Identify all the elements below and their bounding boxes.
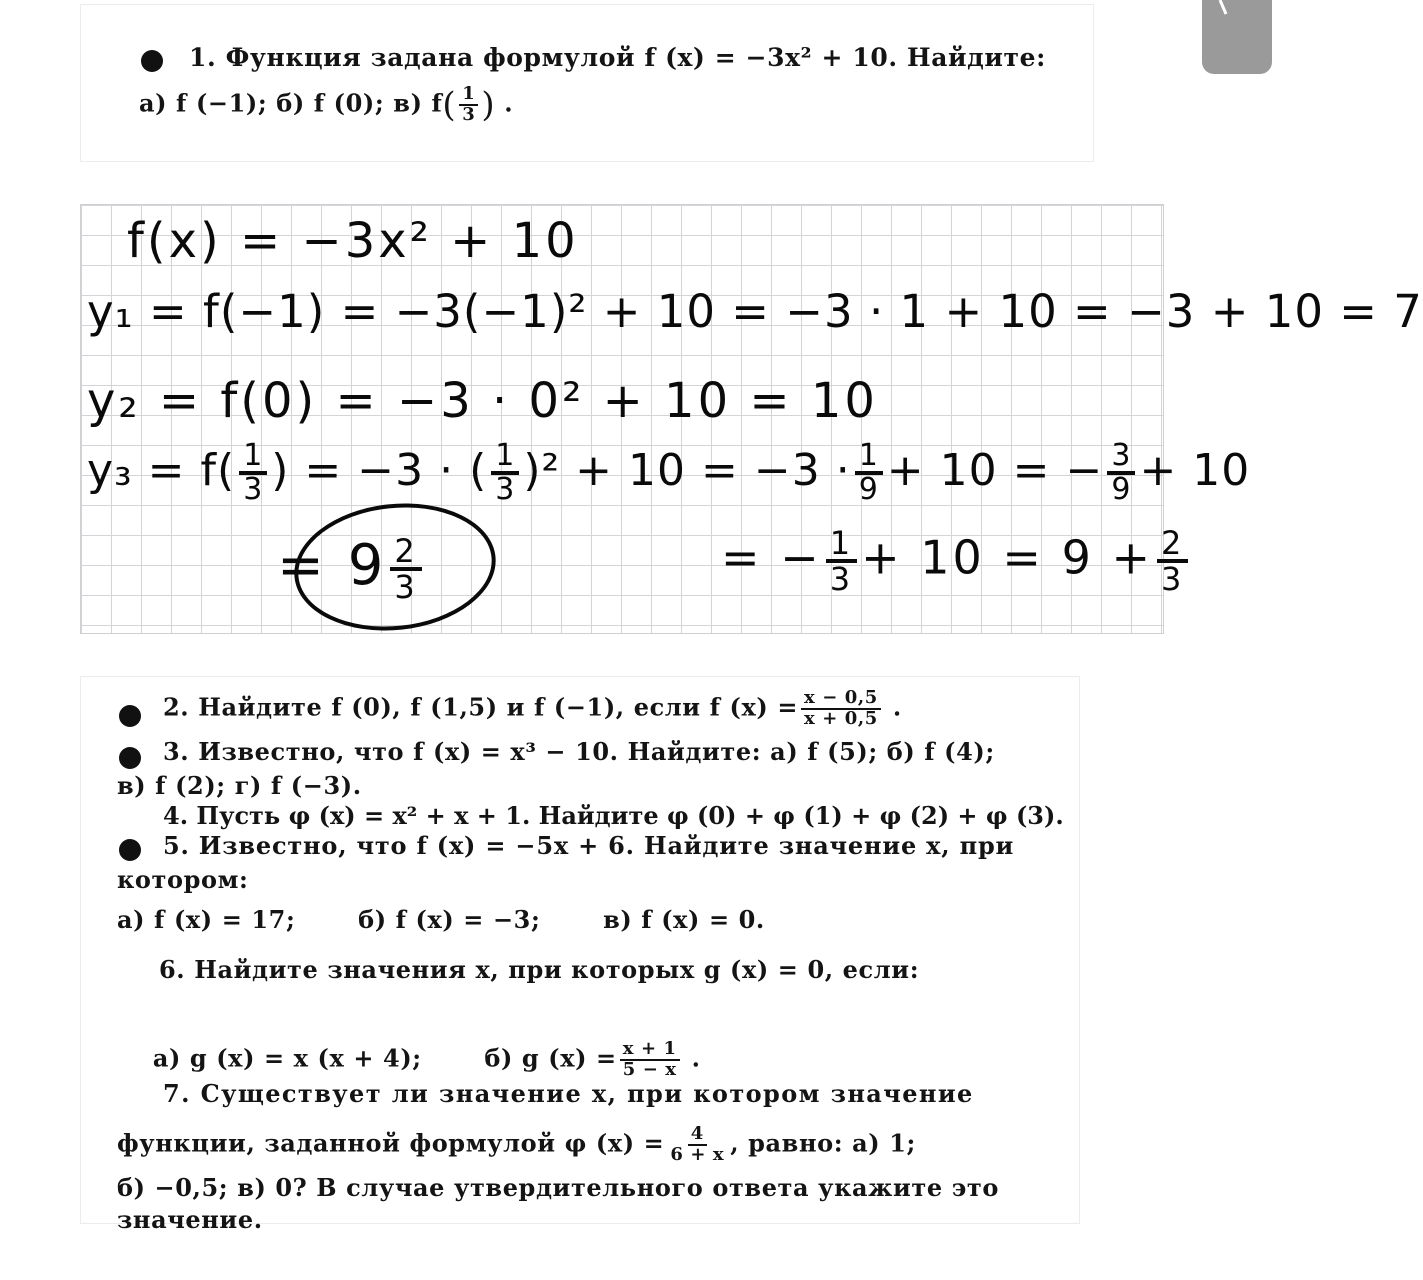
task1-parts: а) f (−1); б) f (0); в) f — [139, 88, 443, 118]
task5-line3: а) f (x) = 17; б) f (x) = −3; в) f (x) = 0. — [117, 905, 765, 934]
hw-y3: y₃ = f( $\frac{1}{3}$ ) = −3 · ( $\frac{1}{3}$ )² + 10 = −3 · $\frac{1}{9}$ + 10 = − $\frac{3}{9}$ + 10 — [87, 438, 1251, 507]
bullet — [119, 705, 141, 727]
task1-card — [80, 4, 1094, 162]
hw-formula: f(x) = −3x² + 10 — [127, 213, 579, 269]
bullet — [141, 50, 163, 72]
task6-line1: 6. Найдите значения x, при которых g (x) = 0, если: — [159, 955, 920, 984]
task5-line2: котором: — [117, 865, 249, 894]
task7-line3: б) −0,5; в) 0? В случае утвердительного ответа укажите это — [117, 1173, 1000, 1202]
bullet — [119, 839, 141, 861]
corner-mark-icon — [1208, 0, 1238, 22]
handwritten-solution — [80, 204, 1423, 634]
task7-line4: значение. — [117, 1205, 263, 1234]
task4: 4. Пусть φ (x) = x² + x + 1. Найдите φ (0) + φ (1) + φ (2) + φ (3). — [163, 801, 1064, 830]
tasks-card — [80, 676, 1080, 1234]
hw-answer: = 9 $\frac{2}{3}$ — [277, 533, 426, 603]
task7-line1: 7. Существует ли значение x, при котором значение — [163, 1079, 974, 1108]
hw-simplify: = − $\frac{1}{3}$ + 10 = 9 + $\frac{2}{3}$ — [721, 527, 1192, 595]
task1-line1: 1. Функция задана формулой f (x) = −3x² + 10. Найдите: — [189, 43, 1046, 72]
task3-line2: в) f (2); г) f (−3). — [117, 771, 362, 800]
task1-fraction: $\frac{1}{3}$ — [459, 85, 478, 125]
task5-line1: 5. Известно, что f (x) = −5x + 6. Найдите значение x, при — [163, 831, 1015, 860]
task6-line2: а) g (x) = x (x + 4); б) g (x) = $\frac{x + 1}{5 - x}$ . — [152, 1038, 701, 1080]
task3-line1: 3. Известно, что f (x) = x³ − 10. Найдите: а) f (5); б) f (4); — [163, 737, 995, 766]
hw-y1: y₁ = f(−1) = −3(−1)² + 10 = −3 · 1 + 10 = −3 + 10 = 7 — [87, 285, 1423, 338]
bullet — [119, 747, 141, 769]
task7-line2: функции, заданной формулой φ (x) = $\frac{4}{6 + x}$ , равно: а) 1; — [117, 1123, 916, 1165]
hw-y2: y₂ = f(0) = −3 · 0² + 10 = 10 — [87, 373, 878, 429]
task2: 2. Найдите f (0), f (1,5) и f (−1), если f (x) = $\frac{x - 0,5}{x + 0,5}$ . — [163, 687, 902, 729]
task1-line2: а) f (−1); б) f (0); в) f( $\frac{1}{3}$ ) . — [139, 83, 514, 125]
